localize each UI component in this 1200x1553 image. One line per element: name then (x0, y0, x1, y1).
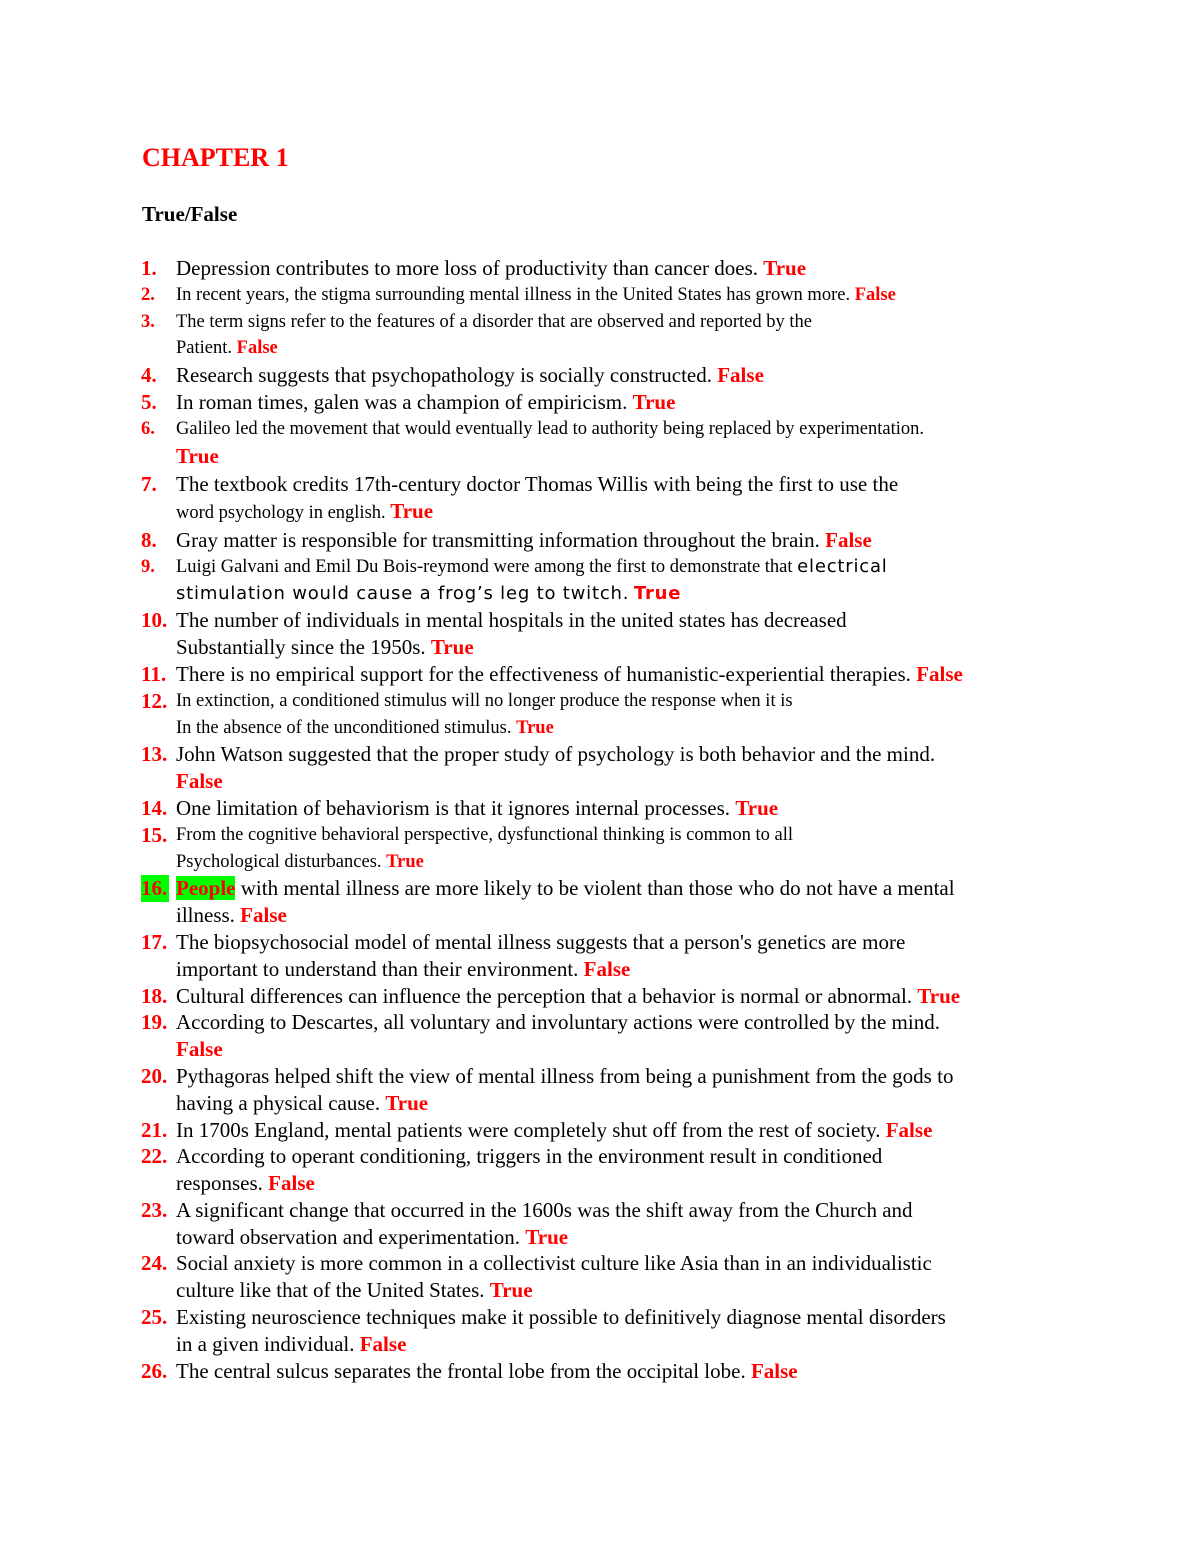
question-line: Research suggests that psychopathology is socially constructed. (176, 363, 712, 388)
question-answer: True (176, 443, 219, 468)
question-text (176, 1358, 1200, 1385)
question-answer: False (268, 1171, 315, 1196)
question-number: 20. (141, 1063, 168, 1088)
question-number: 11. (141, 661, 167, 686)
question-number: 9. (141, 556, 155, 577)
question-line: According to operant conditioning, triggers in the environment result in conditioned (176, 1144, 883, 1169)
question-line: There is no empirical support for the effectiveness of humanistic-experiential therapies. (176, 661, 911, 686)
question-answer: False (176, 769, 223, 794)
question-text (176, 607, 1200, 661)
question-answer: False (885, 1117, 933, 1142)
question-answer: False (359, 1331, 407, 1356)
question-text (176, 554, 1200, 608)
question-number: 13. (141, 742, 168, 767)
question-answer: False (825, 527, 872, 552)
question-item (0, 983, 1200, 1010)
question-line: having a physical cause. (176, 1090, 381, 1115)
question-answer: True (763, 256, 807, 280)
question-item (0, 1197, 1200, 1251)
question-text (176, 1304, 1200, 1358)
question-answer: False (750, 1358, 798, 1383)
question-line: Patient. (176, 338, 233, 359)
question-answer: False (854, 284, 896, 305)
question-number: 4. (141, 363, 157, 388)
question-number: 8. (141, 527, 157, 552)
question-item (0, 1304, 1200, 1358)
question-line: toward observation and experimentation. (176, 1224, 521, 1249)
question-line: culture like that of the United States. (176, 1278, 485, 1303)
question-line-tail: electrical (797, 555, 888, 577)
question-item (0, 554, 1200, 608)
question-text (176, 389, 1200, 416)
question-line: Luigi Galvani and Emil Du Bois-reymond were among the first to demonstrate that (176, 556, 793, 577)
question-number: 6. (141, 418, 155, 439)
question-number: 21. (141, 1117, 168, 1142)
question-item (0, 688, 1200, 742)
question-line: In extinction, a conditioned stimulus will no longer produce the response when it is (176, 690, 793, 711)
question-answer: False (916, 661, 963, 686)
question-item (0, 389, 1200, 416)
question-number: 24. (141, 1251, 168, 1276)
question-answer: True (489, 1278, 533, 1303)
question-item (0, 1250, 1200, 1304)
question-item (0, 255, 1200, 282)
question-line: Depression contributes to more loss of productivity than cancer does. (176, 256, 759, 280)
question-text (176, 527, 1200, 554)
question-answer: False (236, 338, 278, 359)
question-item (0, 875, 1200, 929)
question-item (0, 822, 1200, 876)
question-text (176, 1117, 1200, 1144)
question-line: John Watson suggested that the proper study of psychology is both behavior and the mind. (176, 742, 936, 767)
question-answer: True (633, 582, 682, 604)
question-number: 17. (141, 929, 168, 954)
question-answer: False (240, 903, 287, 928)
question-number: 5. (141, 389, 157, 414)
question-item (0, 929, 1200, 983)
question-line: Substantially since the 1950s. (176, 635, 426, 660)
question-text (176, 661, 1200, 688)
question-text (176, 822, 1200, 876)
question-item (0, 527, 1200, 554)
question-answer: False (717, 363, 764, 388)
question-line: Cultural differences can influence the perception that a behavior is normal or abnormal. (176, 983, 913, 1008)
question-number: 15. (141, 822, 168, 847)
question-answer: True (430, 635, 474, 660)
question-text (176, 1009, 1200, 1063)
question-text (176, 929, 1200, 983)
question-line: illness. (176, 903, 235, 928)
question-line: A significant change that occurred in the 1600s was the shift away from the Church and (176, 1197, 913, 1222)
question-text (176, 471, 1200, 527)
question-number: 1. (141, 256, 157, 280)
question-text (176, 1197, 1200, 1251)
question-line: Existing neuroscience techniques make it possible to definitively diagnose mental disorders (176, 1305, 946, 1330)
question-line: The central sulcus separates the frontal lobe from the occipital lobe. (176, 1358, 746, 1383)
chapter-title: CHAPTER 1 (142, 143, 289, 172)
question-text (176, 1143, 1200, 1197)
question-answer: True (917, 983, 961, 1008)
question-answer: True (735, 795, 779, 820)
question-number: 10. (141, 608, 168, 633)
question-item (0, 282, 1200, 309)
question-answer: False (176, 1037, 223, 1062)
question-answer: True (385, 1090, 429, 1115)
question-item (0, 362, 1200, 389)
question-line: In the absence of the unconditioned stimulus. (176, 717, 512, 738)
question-answer: True (390, 499, 434, 524)
question-line: stimulation would cause a frog’s leg to twitch. (176, 582, 630, 604)
question-item (0, 661, 1200, 688)
question-line: The term signs refer to the features of a disorder that are observed and reported by the (176, 311, 812, 332)
question-text (176, 416, 1200, 472)
question-number: 2. (141, 284, 155, 305)
question-item (0, 1117, 1200, 1144)
question-text (176, 362, 1200, 389)
question-number: 25. (141, 1305, 168, 1330)
question-list (0, 255, 1200, 1384)
question-number: 7. (141, 472, 157, 497)
question-number: 19. (141, 1010, 168, 1035)
question-answer: False (583, 956, 631, 981)
question-number: 3. (141, 311, 155, 332)
question-line: In recent years, the stigma surrounding mental illness in the United States has grown more. (176, 284, 851, 305)
highlighted-word: People (176, 876, 236, 901)
question-line: Pythagoras helped shift the view of mental illness from being a punishment from the gods to (176, 1063, 954, 1088)
question-number: 16. (141, 876, 168, 901)
question-item (0, 416, 1200, 472)
question-text (176, 282, 1200, 309)
question-item (0, 471, 1200, 527)
question-text (176, 795, 1200, 822)
question-number: 12. (141, 688, 168, 713)
question-line: According to Descartes, all voluntary and involuntary actions were controlled by the mind. (176, 1010, 940, 1035)
question-number: 18. (141, 983, 168, 1008)
question-line: Psychological disturbances. (176, 851, 382, 872)
question-answer: True (516, 717, 554, 738)
question-text (176, 983, 1200, 1010)
question-text (176, 875, 1200, 929)
question-line: Gray matter is responsible for transmitting information throughout the brain. (176, 527, 820, 552)
question-line: In roman times, galen was a champion of empiricism. (176, 389, 628, 414)
question-line: with mental illness are more likely to be violent than those who do not have a mental (235, 876, 955, 901)
question-item (0, 607, 1200, 661)
question-line: Galileo led the movement that would eventually lead to authority being replaced by experimentation. (176, 418, 924, 439)
question-number: 26. (141, 1358, 168, 1383)
question-answer: True (632, 389, 676, 414)
question-line: The biopsychosocial model of mental illness suggests that a person's genetics are more (176, 929, 906, 954)
question-item (0, 1143, 1200, 1197)
question-line: word psychology in english. (176, 503, 386, 524)
question-item (0, 1358, 1200, 1385)
question-number: 14. (141, 795, 168, 820)
question-line: Social anxiety is more common in a collectivist culture like Asia than in an individualistic (176, 1251, 932, 1276)
question-line: In 1700s England, mental patients were completely shut off from the rest of society. (176, 1117, 881, 1142)
question-line: The textbook credits 17th-century doctor Thomas Willis with being the first to use the (176, 472, 899, 497)
question-text (176, 309, 1200, 363)
question-item (0, 1009, 1200, 1063)
question-line: responses. (176, 1171, 263, 1196)
question-text (176, 1063, 1200, 1117)
question-text (176, 255, 1200, 282)
question-item (0, 741, 1200, 795)
question-answer: True (525, 1224, 569, 1249)
question-text (176, 688, 1200, 742)
question-item (0, 1063, 1200, 1117)
question-number: 22. (141, 1144, 168, 1169)
question-line: From the cognitive behavioral perspective, dysfunctional thinking is common to all (176, 824, 794, 845)
question-number: 23. (141, 1197, 168, 1222)
question-line: in a given individual. (176, 1331, 355, 1356)
question-line: important to understand than their environment. (176, 956, 579, 981)
question-item (0, 309, 1200, 363)
question-item (0, 795, 1200, 822)
question-text (176, 1250, 1200, 1304)
section-title: True/False (142, 202, 238, 226)
question-line: One limitation of behaviorism is that it ignores internal processes. (176, 795, 731, 820)
question-line: The number of individuals in mental hospitals in the united states has decreased (176, 608, 847, 633)
question-answer: True (386, 851, 424, 872)
question-text (176, 741, 1200, 795)
